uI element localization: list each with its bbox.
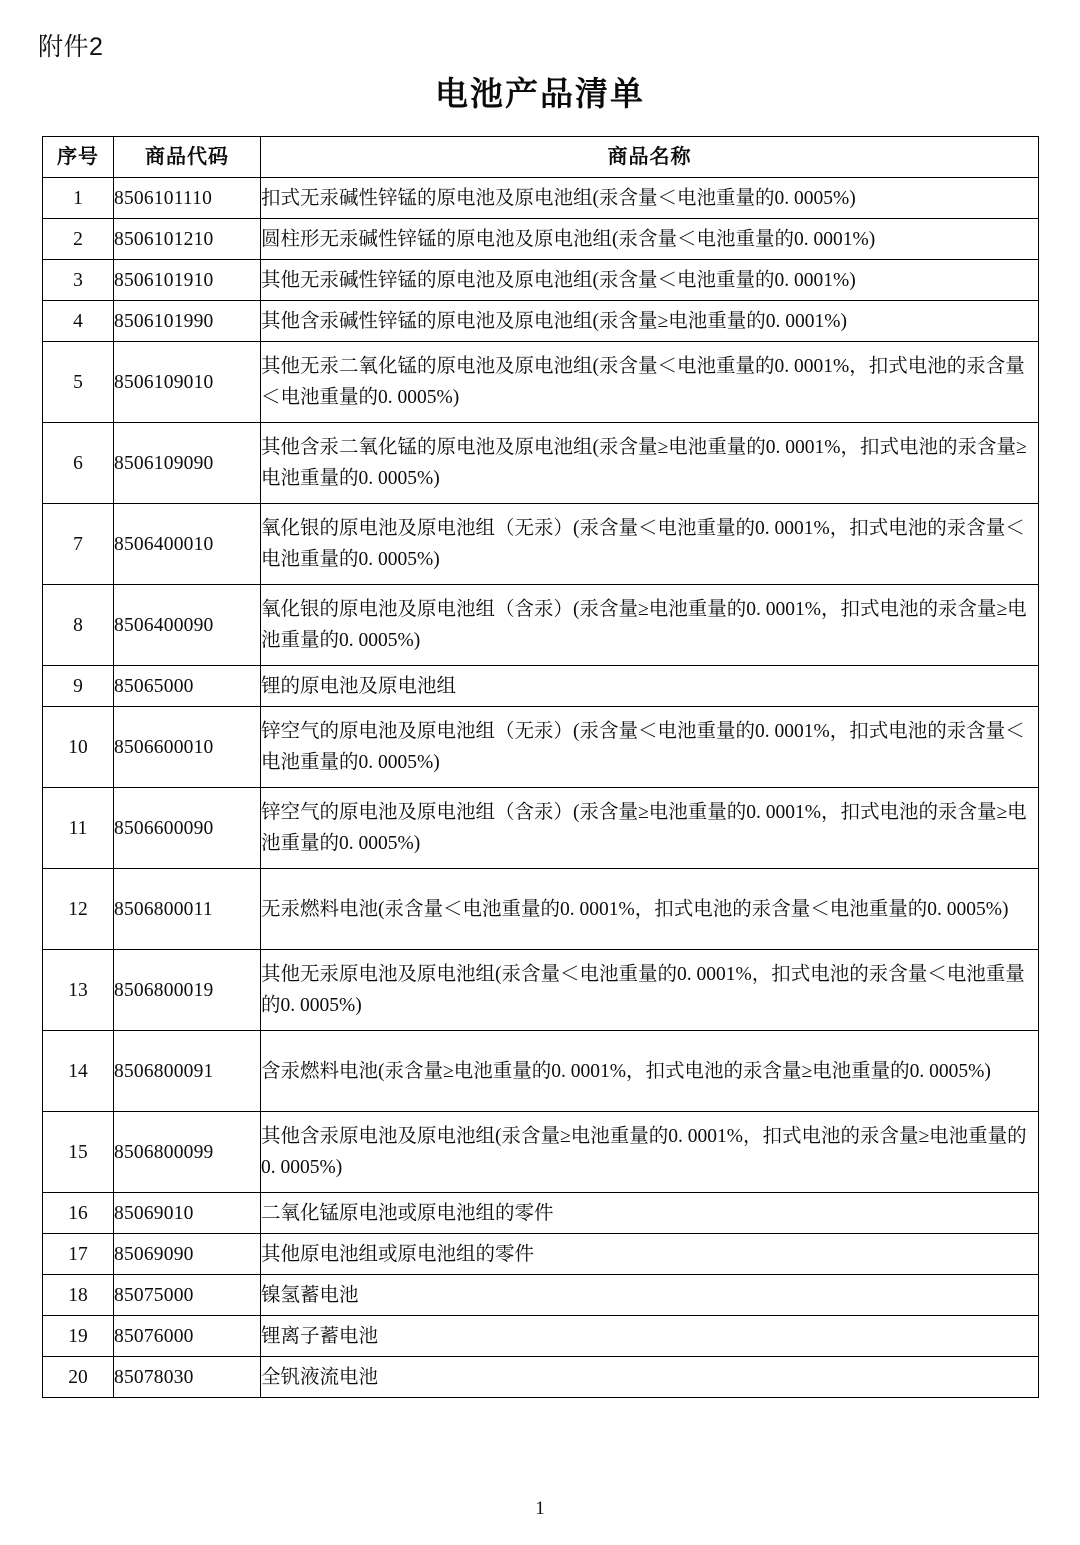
cell-sequence-number: 17	[43, 1234, 114, 1275]
cell-commodity-name: 锌空气的原电池及原电池组（含汞）(汞含量≥电池重量的0. 0001%，扣式电池的汞含量≥电池重量的0. 0005%)	[261, 788, 1039, 869]
cell-sequence-number: 16	[43, 1193, 114, 1234]
cell-sequence-number: 5	[43, 342, 114, 423]
table-row	[43, 707, 1039, 788]
table-row	[43, 219, 1039, 260]
table-row	[43, 504, 1039, 585]
cell-commodity-code: 85078030	[114, 1357, 261, 1398]
cell-commodity-code: 8506800099	[114, 1112, 261, 1193]
cell-commodity-code: 8506800019	[114, 950, 261, 1031]
cell-commodity-code: 8506101110	[114, 178, 261, 219]
column-header-code: 商品代码	[114, 137, 261, 178]
cell-commodity-name: 锌空气的原电池及原电池组（无汞）(汞含量＜电池重量的0. 0001%，扣式电池的汞含量＜电池重量的0. 0005%)	[261, 707, 1039, 788]
cell-commodity-code: 85069010	[114, 1193, 261, 1234]
cell-commodity-name: 扣式无汞碱性锌锰的原电池及原电池组(汞含量＜电池重量的0. 0005%)	[261, 178, 1039, 219]
cell-commodity-name: 其他无汞碱性锌锰的原电池及原电池组(汞含量＜电池重量的0. 0001%)	[261, 260, 1039, 301]
cell-commodity-name: 圆柱形无汞碱性锌锰的原电池及原电池组(汞含量＜电池重量的0. 0001%)	[261, 219, 1039, 260]
cell-commodity-code: 8506101210	[114, 219, 261, 260]
cell-commodity-name: 二氧化锰原电池或原电池组的零件	[261, 1193, 1039, 1234]
cell-commodity-code: 8506101990	[114, 301, 261, 342]
table-row	[43, 423, 1039, 504]
table-row	[43, 869, 1039, 950]
cell-commodity-name: 其他含汞原电池及原电池组(汞含量≥电池重量的0. 0001%，扣式电池的汞含量≥电池重量的0. 0005%)	[261, 1112, 1039, 1193]
cell-sequence-number: 10	[43, 707, 114, 788]
cell-sequence-number: 13	[43, 950, 114, 1031]
cell-commodity-code: 8506101910	[114, 260, 261, 301]
table-row	[43, 1316, 1039, 1357]
page-title: 电池产品清单	[435, 77, 645, 113]
table-row	[43, 342, 1039, 423]
table-row	[43, 1357, 1039, 1398]
cell-commodity-code: 8506600010	[114, 707, 261, 788]
table-row	[43, 260, 1039, 301]
cell-commodity-name: 其他无汞二氧化锰的原电池及原电池组(汞含量＜电池重量的0. 0001%，扣式电池的汞含量＜电池重量的0. 0005%)	[261, 342, 1039, 423]
cell-commodity-name: 其他含汞碱性锌锰的原电池及原电池组(汞含量≥电池重量的0. 0001%)	[261, 301, 1039, 342]
cell-sequence-number: 2	[43, 219, 114, 260]
cell-commodity-name: 其他无汞原电池及原电池组(汞含量＜电池重量的0. 0001%，扣式电池的汞含量＜电池重量的0. 0005%)	[261, 950, 1039, 1031]
cell-commodity-code: 8506600090	[114, 788, 261, 869]
page-number: 1	[535, 1498, 545, 1519]
column-header-seq: 序号	[43, 137, 114, 178]
cell-sequence-number: 7	[43, 504, 114, 585]
attachment-label: 附件2	[38, 33, 104, 61]
table-row	[43, 585, 1039, 666]
cell-sequence-number: 19	[43, 1316, 114, 1357]
cell-commodity-name: 氧化银的原电池及原电池组（无汞）(汞含量＜电池重量的0. 0001%，扣式电池的汞含量＜电池重量的0. 0005%)	[261, 504, 1039, 585]
cell-commodity-code: 8506400010	[114, 504, 261, 585]
cell-sequence-number: 12	[43, 869, 114, 950]
cell-sequence-number: 4	[43, 301, 114, 342]
table-row	[43, 950, 1039, 1031]
cell-commodity-name: 其他原电池组或原电池组的零件	[261, 1234, 1039, 1275]
cell-commodity-name: 含汞燃料电池(汞含量≥电池重量的0. 0001%，扣式电池的汞含量≥电池重量的0. 0005%)	[261, 1031, 1039, 1112]
cell-sequence-number: 14	[43, 1031, 114, 1112]
cell-sequence-number: 1	[43, 178, 114, 219]
cell-commodity-name: 全钒液流电池	[261, 1357, 1039, 1398]
cell-commodity-code: 8506109010	[114, 342, 261, 423]
table-row	[43, 666, 1039, 707]
cell-sequence-number: 9	[43, 666, 114, 707]
cell-sequence-number: 6	[43, 423, 114, 504]
table-row	[43, 1275, 1039, 1316]
cell-commodity-code: 85065000	[114, 666, 261, 707]
cell-sequence-number: 8	[43, 585, 114, 666]
cell-sequence-number: 18	[43, 1275, 114, 1316]
cell-commodity-name: 氧化银的原电池及原电池组（含汞）(汞含量≥电池重量的0. 0001%，扣式电池的汞含量≥电池重量的0. 0005%)	[261, 585, 1039, 666]
cell-commodity-code: 85069090	[114, 1234, 261, 1275]
table-header	[43, 137, 1039, 178]
table-header-row	[43, 137, 1039, 178]
cell-sequence-number: 3	[43, 260, 114, 301]
column-header-name: 商品名称	[261, 137, 1039, 178]
cell-sequence-number: 15	[43, 1112, 114, 1193]
cell-commodity-code: 8506109090	[114, 423, 261, 504]
cell-commodity-name: 锂的原电池及原电池组	[261, 666, 1039, 707]
cell-sequence-number: 11	[43, 788, 114, 869]
table-row	[43, 1234, 1039, 1275]
cell-commodity-code: 8506800091	[114, 1031, 261, 1112]
table-row	[43, 1112, 1039, 1193]
cell-commodity-name: 无汞燃料电池(汞含量＜电池重量的0. 0001%，扣式电池的汞含量＜电池重量的0. 0005%)	[261, 869, 1039, 950]
table-body	[43, 178, 1039, 1398]
table-row	[43, 788, 1039, 869]
cell-commodity-code: 8506800011	[114, 869, 261, 950]
table-row	[43, 1193, 1039, 1234]
cell-sequence-number: 20	[43, 1357, 114, 1398]
table-row	[43, 178, 1039, 219]
cell-commodity-name: 其他含汞二氧化锰的原电池及原电池组(汞含量≥电池重量的0. 0001%，扣式电池的汞含量≥电池重量的0. 0005%)	[261, 423, 1039, 504]
table-row	[43, 1031, 1039, 1112]
cell-commodity-name: 锂离子蓄电池	[261, 1316, 1039, 1357]
cell-commodity-code: 8506400090	[114, 585, 261, 666]
product-list-table-container	[42, 136, 1038, 1398]
cell-commodity-code: 85075000	[114, 1275, 261, 1316]
cell-commodity-name: 镍氢蓄电池	[261, 1275, 1039, 1316]
product-list-table	[42, 136, 1039, 1398]
cell-commodity-code: 85076000	[114, 1316, 261, 1357]
table-row	[43, 301, 1039, 342]
